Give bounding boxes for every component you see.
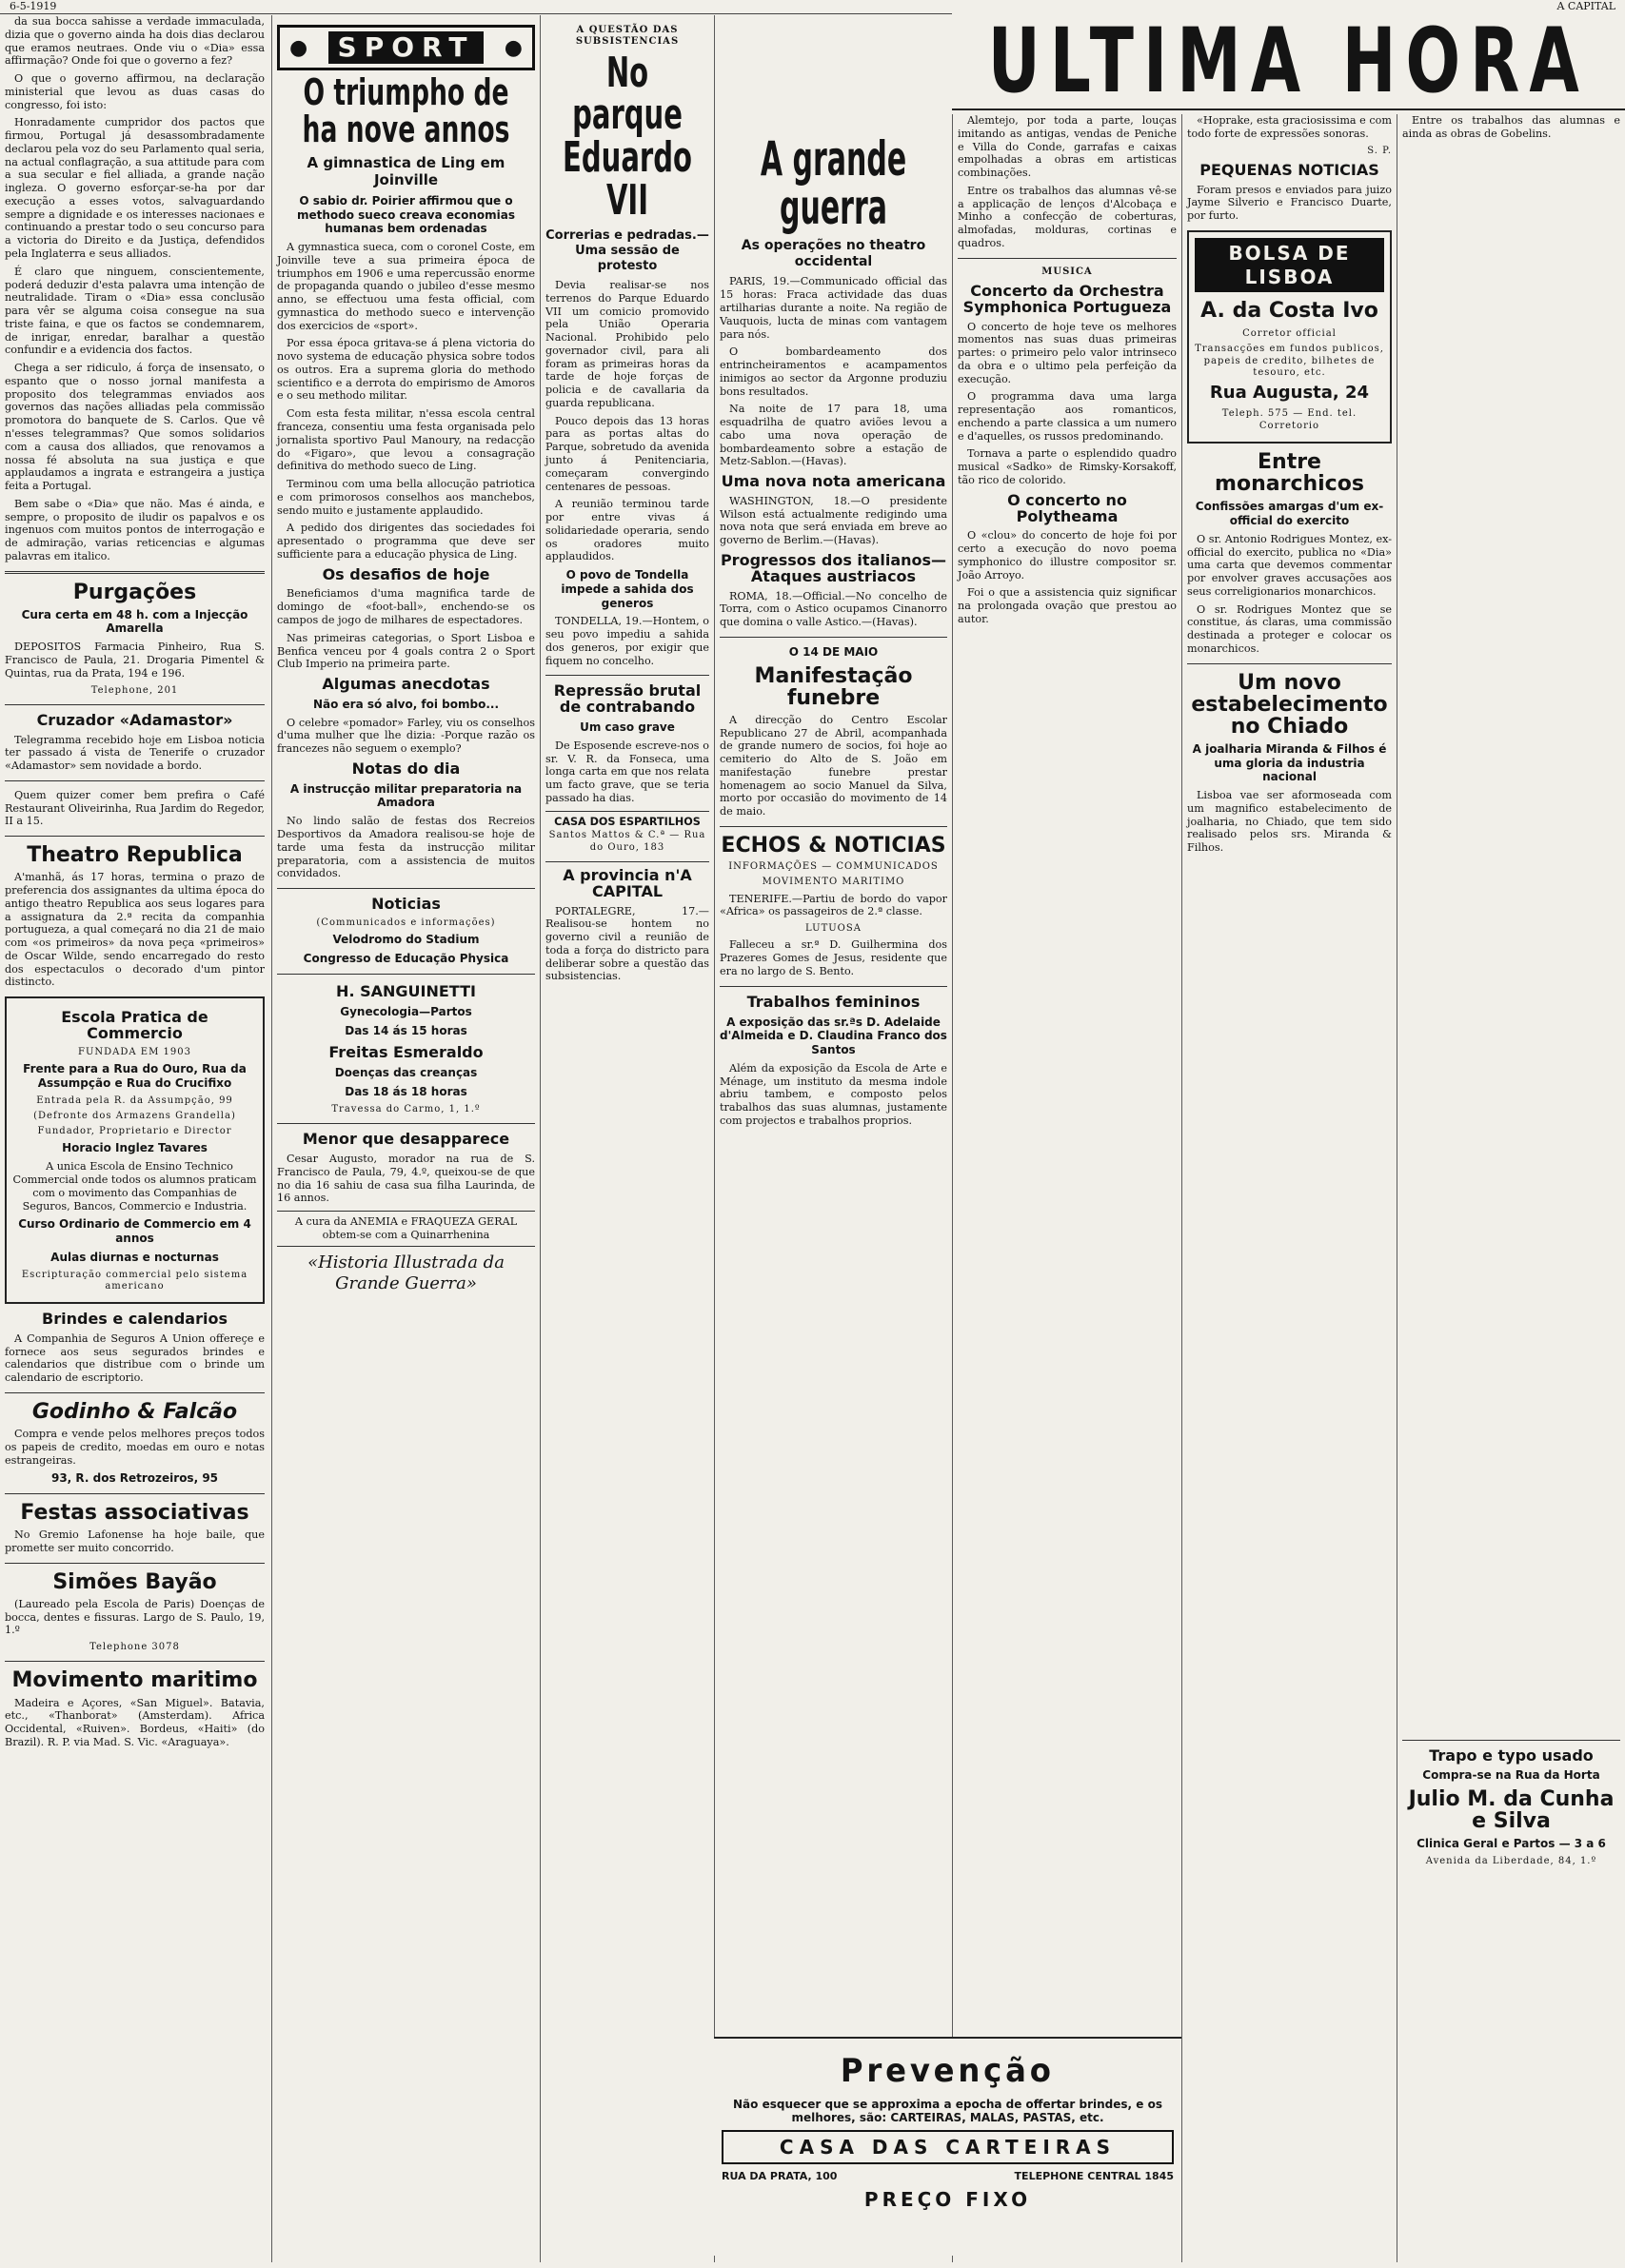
subheadline: A gimnastica de Ling em Joinville	[307, 153, 505, 189]
ad-title: BOLSA DE LISBOA	[1195, 238, 1384, 292]
article-paragraph: Entre os trabalhos das alumnas e ainda as obras de Gobelins.	[1402, 114, 1620, 140]
ad-address: Frente para a Rua do Ouro, Rua da Assumpção e Rua do Crucifixo	[23, 1062, 247, 1090]
subheadline: A exposição das sr.ªs D. Adelaide d'Almeida e D. Claudina Franco dos Santos	[720, 1015, 947, 1057]
divider	[5, 571, 265, 574]
divider	[277, 974, 535, 975]
article-title: Festas associativas	[20, 1501, 249, 1526]
article-paragraph: Tornava a parte o esplendido quadro musical «Sadko» de Rimsky-Korsakoff, tão rico de colorido.	[958, 447, 1177, 486]
article-title: A provincia n'A CAPITAL	[563, 865, 692, 900]
ad-text: A unica Escola de Ensino Technico Commercial onde todos os alumnos praticam com o movimento das Companhias de Seguros, Bancos, Commercio e Industria.	[12, 1160, 257, 1213]
article-paragraph: Beneficiamos d'uma magnifica tarde de domingo de «foot-ball», enchendo-se os campos de jogo de milhares de espectadores.	[277, 587, 535, 626]
section-sub: INFORMAÇÕES — COMMUNICADOS	[728, 861, 939, 873]
ad-founded: FUNDADA EM 1903	[78, 1046, 191, 1057]
lead-bold: O sabio dr. Poirier affirmou que o methodo sueco creava economias humanas bem ordenadas	[296, 193, 516, 236]
article-title: Cruzador «Adamastor»	[36, 710, 233, 729]
ad-address: 93, R. dos Retrozeiros, 95	[50, 1471, 219, 1486]
article-title: O concerto no Polytheama	[1007, 490, 1127, 525]
headline: A grande guerra	[760, 131, 907, 235]
article-paragraph: Com esta festa militar, n'essa escola central franceza, consentiu uma festa organisada pelo jornalista sportivo Paul Manoury, na redacção do «Figaro», que levou a consagração definitiva do methodo sueco de Ling.	[277, 407, 535, 473]
subheadline: A instrucção militar preparatoria na Amadora	[289, 781, 523, 810]
ad-title: CASA DOS ESPARTILHOS	[554, 815, 701, 828]
article-paragraph: Entre os trabalhos das alumnas vê-se a applicação de lenços d'Alcobaça e Minho a confecção de coberturas, almofadas, molduras, cortinas e quadros.	[958, 184, 1177, 249]
subheadline: Não era só alvo, foi bombo...	[312, 697, 500, 711]
article-title: Theatro Republica	[27, 843, 243, 868]
ad-address: Avenida da Liberdade, 84, 1.º	[1425, 1856, 1597, 1867]
prevencao-address-row	[722, 2170, 1174, 2182]
article-paragraph: Madeira e Açores, «San Miguel». Batavia, etc., «Thanborat» (Amsterdam). Africa Occidental, «Ruiven». Bordeus, «Haiti» (do Brazil). R. P. via Mad. S. Vic. «Araguaya».	[5, 1696, 265, 1748]
article-paragraph: PARIS, 19.—Communicado official das 15 horas: Fraca actividade das duas artilharias durante a noite. Na região de Vauquois, lucta de minas com vantagem para nós.	[720, 275, 947, 341]
ad-director-name: Horacio Inglez Tavares	[62, 1141, 208, 1155]
ad-name: H. SANGUINETTI	[336, 981, 476, 1000]
ad-title: Trapo e typo usado	[1429, 1745, 1594, 1765]
hist-title: «Historia Illustrada da Grande Guerra»	[307, 1252, 505, 1293]
article-paragraph: O concerto de hoje teve os melhores momentos nas suas duas primeiras partes: o primeiro pelo valor intrinseco da obra e o ultimo pela perfeição da execução.	[958, 320, 1177, 385]
article-paragraph: O programma dava uma larga representação aos romanticos, enchendo a parte classica a um numero e d'aquelles, os russos predominando.	[958, 390, 1177, 443]
ad-speciality: Doenças das creanças	[334, 1066, 478, 1080]
divider	[5, 1493, 265, 1494]
divider	[5, 836, 265, 837]
article-paragraph: Foram presos e enviados para juizo Jayme Silverio e Francisco Duarte, por furto.	[1187, 183, 1392, 223]
ad-address: Santos Mattos & C.ª — Rua do Ouro, 183	[548, 830, 706, 853]
article-paragraph: Telegramma recebido hoje em Lisboa noticia ter passado á vista de Tenerife o cruzador «Adamastor» sem novidade a bordo.	[5, 733, 265, 773]
article-paragraph: O sr. Antonio Rodrigues Montez, ex-official do exercito, publica no «Dia» uma carta que devemos commentar por envolver graves accusações aos seus correligionarios monarchicos.	[1187, 532, 1392, 598]
column-3	[540, 15, 714, 2262]
noticias-sub: (Communicados e informações)	[316, 917, 496, 928]
article-paragraph: Bem sabe o «Dia» que não. Mas é ainda, e sempre, o proposito de iludir os papalvos e os ingenuos com muitos pontos de interrogação e de admiração, varias reticencias e algumas palavras em italico.	[5, 497, 265, 562]
ad-phone: Teleph. 575 — End. tel. Corretorio	[1221, 408, 1357, 431]
article-paragraph: De Esposende escreve-nos o sr. V. R. da Fonseca, uma longa carta em que nos relata um facto grave, que se teria passado ha dias.	[545, 739, 709, 804]
article-paragraph: No lindo salão de festas dos Recreios Desportivos da Amadora realisou-se hoje de tarde uma festa da instrucção militar preparatoria, com a assistencia de muitos convidados.	[277, 815, 535, 880]
article-paragraph: No Gremio Lafonense ha hoje baile, que promette ser muito concorrido.	[5, 1528, 265, 1554]
divider	[5, 1661, 265, 1662]
ad-hours: Das 18 ás 18 horas	[345, 1085, 467, 1099]
article-paragraph: Lisboa vae ser aformoseada com um magnifico estabelecimento de joalharia, no Chiado, que tem sido realisado pelos srs. Miranda & Filhos.	[1187, 789, 1392, 855]
article-paragraph: Na noite de 17 para 18, uma esquadrilha de quatro aviões levou a cabo uma nova operação de bombardeamento sobre a estação de Metz-Sablon.—(Havas).	[720, 403, 947, 468]
ad-role: Corretor official	[1242, 328, 1337, 340]
column-6	[1181, 114, 1397, 2262]
subsection-title: LUTUOSA	[805, 923, 862, 935]
ad-bookkeeping: Escripturação commercial pelo sistema americano	[21, 1269, 248, 1292]
divider	[1402, 1740, 1620, 1741]
divider	[5, 704, 265, 705]
divider	[720, 986, 947, 987]
article-paragraph: Alemtejo, por toda a parte, louças imitando as antigas, vendas de Peniche e Villa do Conde, garrafas e caixas empolhadas a obras em artisticas combinações.	[958, 114, 1177, 180]
bullet-icon: ●	[289, 35, 308, 60]
header-masthead: A CAPITAL	[1556, 0, 1615, 12]
header-date: 6-5-1919	[10, 0, 57, 12]
subheadline: Velodromo do Stadium	[332, 933, 480, 947]
ad-speciality: Clinica Geral e Partos — 3 a 6	[1417, 1837, 1606, 1851]
subheadline: A joalharia Miranda & Filhos é uma gloria da industria nacional	[1192, 741, 1387, 784]
column-2	[271, 15, 540, 2262]
article-paragraph: A direcção do Centro Escolar Republicano 27 de Abril, acompanhada de grande numero de socios, foi hoje ao cemiterio do Alto de S. João em manifestação funebre prestar homenagem ao socio Manuel da Silva, morto por occasião do movimento de 14 de maio.	[720, 713, 947, 818]
section-label: O 14 DE MAIO	[788, 644, 879, 659]
broker-ad	[1187, 230, 1392, 444]
divider	[5, 1392, 265, 1393]
prevencao-address: RUA DA PRATA, 100	[722, 2170, 838, 2182]
article-title: Manifestação funebre	[754, 663, 913, 710]
bullet-icon: ●	[504, 35, 523, 60]
subheadline: O povo de Tondella impede a sahida dos generos	[561, 568, 694, 610]
ad-name: Julio M. da Cunha e Silva	[1408, 1787, 1615, 1834]
article-paragraph: O que o governo affirmou, na declaração ministerial que levou as duas casas do congresso, foi isto:	[5, 72, 265, 111]
ad-address: Travessa do Carmo, 1, 1.º	[331, 1103, 481, 1114]
ad-subtitle: Cura certa em 48 h. com a Injecção Amarella	[21, 607, 248, 636]
ad-phone: Telephone 3078	[89, 1642, 180, 1653]
ad-title: Godinho & Falcão	[31, 1399, 238, 1424]
article-paragraph: da sua bocca sahisse a verdade immaculada, dizia que o governo ainda ha dois dias declarou que eramos neutraes. Onde viu o «Dia» essa affirmação? Onde foi que o governo a fez?	[5, 15, 265, 68]
divider	[720, 826, 947, 827]
article-paragraph: Chega a ser ridiculo, á força de insensato, o espanto que o nosso jornal manifesta a proposito dos telegrammas enviados aos governos das nações alliadas pela commissão promotora do banquete de S. Carlos. Que vê n'esses telegrammas? Que somos solidarios com a causa dos alliados, que renovamos a nossa fé absoluta na sua justiça e que applaudamos a ingrata e estrangeira a justiça feita a Portugal.	[5, 362, 265, 493]
subsection-title: MOVIMENTO MARITIMO	[762, 877, 905, 888]
article-title: Algumas anecdotas	[322, 675, 490, 694]
ad-subtitle: Compra-se na Rua da Horta	[1422, 1768, 1600, 1783]
article-paragraph: Além da exposição da Escola de Arte e Ménage, um instituto da mesma indole abriu tambem, e composto pelos trabalhos das suas alumnas, justamente com projectos e trabalhos proprios.	[720, 1061, 947, 1127]
ad-entrance: Entrada pela R. da Assumpção, 99	[36, 1095, 233, 1106]
article-title: Os desafios de hoje	[322, 564, 490, 583]
ad-speciality: Gynecologia—Partos	[340, 1005, 472, 1019]
article-title: Menor que desapparece	[302, 1130, 510, 1149]
school-ad	[5, 996, 265, 1304]
article-title: Progressos dos italianos—Ataques austriacos	[720, 551, 947, 585]
article-title: Brindes e calendarios	[42, 1310, 228, 1329]
headline: No parque Eduardo VII	[563, 48, 692, 226]
article-title: Repressão brutal de contrabando	[553, 681, 702, 717]
subheadline: Correrias e pedradas.—Uma sessão de protesto	[545, 228, 709, 274]
divider	[1187, 663, 1392, 664]
ad-text: DEPOSITOS Farmacia Pinheiro, Rua S. Francisco de Paula, 21. Drogaria Pimentel & Quintas, rua da Prata, 194 e 196.	[5, 641, 265, 680]
sport-section-banner	[277, 25, 535, 70]
ad-classes: Aulas diurnas e nocturnas	[50, 1250, 219, 1264]
article-paragraph: Falleceu a sr.ª D. Guilhermina dos Prazeres Gomes de Jesus, residente que era no largo de S. Bento.	[720, 938, 947, 978]
section-label: MUSICA	[1041, 266, 1093, 277]
column-1	[0, 15, 269, 2262]
ad-title: Simões Bayão	[52, 1569, 217, 1594]
article-title: Um novo estabelecimento no Chiado	[1191, 670, 1388, 739]
ad-phone: Telephone, 201	[90, 684, 179, 696]
divider	[5, 1563, 265, 1564]
article-title: Trabalhos femininos	[746, 992, 921, 1011]
article-paragraph: Honradamente cumpridor dos pactos que firmou, Portugal já desassombradamente declarou pela voz do seu Parlamento qual seria, na actual conflagração, a sua attitude para com a sua secular e fiel alliada, a grande nação ingleza. O governo esforçar-se-ha por dar execução a esses votos, salvaguardando sempre a dignidade e os interesses nacionaes e continuando a prestar todo o seu concurso para a victoria do Direito e da Justiça, defendidos pela Inglaterra e seus alliados.	[5, 116, 265, 261]
article-paragraph: «Hoprake, esta graciosissima e com todo forte de expressões sonoras.	[1187, 114, 1392, 140]
article-paragraph: O bombardeamento dos entrincheiramentos e acampamentos inimigos ao sector da Argonne produziu bons resultados.	[720, 345, 947, 398]
prevencao-price: PREÇO FIXO	[863, 2188, 1032, 2211]
column-4	[714, 15, 952, 2262]
article-paragraph: Devia realisar-se nos terrenos do Parque Eduardo VII um comicio promovido pela União Operaria Nacional. Prohibido pelo governador civil, para ali foram as primeiras horas da tarde de hoje forças de policia e de cavallaria da guarda republicana.	[545, 279, 709, 409]
article-paragraph: A gymnastica sueca, com o coronel Coste, em Joinville teve a sua primeira época de triumphos em 1906 e uma repercussão enorme de propaganda quando o jubileo d'esse mesmo anno, se effectuou uma festa official, com gymnastica do methodo sueco e intervenção dos exercicios de «sport».	[277, 241, 535, 332]
article-paragraph: O celebre «pomador» Farley, viu os conselhos d'uma mulher que lhe dizia: -Porque razão os francezes não seguem o exemplo?	[277, 716, 535, 756]
ad-text: Compra e vende pelos melhores preços todos os papeis de credito, moedas em ouro e notas estrangeiras.	[5, 1428, 265, 1467]
kicker: A QUESTÃO DAS SUBSISTENCIAS	[575, 25, 680, 48]
divider	[277, 1123, 535, 1124]
divider	[958, 258, 1177, 259]
prevencao-shop: CASA DAS CARTEIRAS	[722, 2130, 1174, 2164]
article-paragraph: Nas primeiras categorias, o Sport Lisboa e Benfica venceu por 4 goals contra 2 o Sport Club Imperio na primeira parte.	[277, 631, 535, 671]
article-paragraph: O «clou» do concerto de hoje foi por certo a execução do novo poema symphonico do illustre compositor sr. João Arroyo.	[958, 529, 1177, 582]
section-label: SPORT	[328, 31, 485, 64]
corset-ad	[545, 811, 709, 862]
prevencao-title: Prevenção	[841, 2052, 1055, 2090]
banner-title: ULTIMA HORA	[987, 9, 1590, 113]
subheadline: Confissões amargas d'um ex-official do exercito	[1195, 500, 1384, 527]
prevencao-phone: TELEPHONE CENTRAL 1845	[1014, 2170, 1174, 2182]
article-paragraph: Cesar Augusto, morador na rua de S. Francisco de Paula, 79, 4.º, queixou-se de que no dia 16 sahiu de casa sua filha Laurinda, de 16 annos.	[277, 1153, 535, 1205]
ad-text: Quem quizer comer bem prefira o Café Restaurant Oliveirinha, Rua Jardim do Regedor, II a 15.	[5, 788, 265, 828]
divider	[720, 637, 947, 638]
divider	[5, 780, 265, 781]
ad-reference: (Defronte dos Armazens Grandella)	[33, 1110, 236, 1121]
article-paragraph: ROMA, 18.—Official.—No concelho de Torra, com o Astico ocupamos Cinanorro que domina o valle Astico.—(Havas).	[720, 589, 947, 629]
ad-hours: Das 14 ás 15 horas	[345, 1024, 467, 1038]
prevencao-ad	[714, 2037, 1181, 2256]
ad-director-label: Fundador, Proprietario e Director	[37, 1126, 232, 1137]
ad-title: Purgações	[72, 580, 197, 604]
ultima-hora-banner	[952, 9, 1625, 113]
subheadline: Congresso de Educação Physica	[303, 951, 509, 965]
column-7	[1397, 114, 1625, 2262]
article-paragraph: Foi o que a assistencia quiz significar na prolongada ovação que prestou ao autor.	[958, 586, 1177, 625]
article-paragraph: A reunião terminou tarde por entre vivas á solidariedade operaria, sendo os oradores muito applaudidos.	[545, 498, 709, 563]
prevencao-text: Não esquecer que se approxima a epocha de offertar brindes, e os melhores, são: CARTEIRAS, MALAS, PASTAS, etc.	[733, 2098, 1162, 2124]
subheadline: Um caso grave	[580, 720, 675, 735]
ad-text: (Laureado pela Escola de Paris) Doenças de bocca, dentes e fissuras. Largo de S. Paulo, 19, 1.º	[5, 1597, 265, 1637]
article-title: Uma nova nota americana	[721, 472, 946, 491]
ad-course: Curso Ordinario de Commercio em 4 annos	[18, 1217, 251, 1246]
ad-title: Escola Pratica de Commercio	[61, 1008, 208, 1042]
article-paragraph: Pouco depois das 13 horas para as portas altas do Parque, sobretudo da avenida junto á Penitenciaria, começaram convergindo centenares de pessoas.	[545, 414, 709, 493]
article-paragraph: TENERIFE.—Partiu de bordo do vapor «Africa» os passageiros de 2.ª classe.	[720, 892, 947, 918]
article-title: PEQUENAS NOTICIAS	[1199, 160, 1379, 179]
anemia-ad: A cura da ANEMIA e FRAQUEZA GERAL obtem-se com a Quinarrhenina	[277, 1211, 535, 1247]
article-paragraph: Por essa época gritava-se á plena victoria do novo systema de educação physica sobre todos os outros. Era a suprema gloria do methodo scientifico e a derrota do empirismo de Amoros e o seu methodo militar.	[277, 337, 535, 403]
prevencao-title-wrap	[722, 2052, 1174, 2090]
signature: S. P.	[1367, 145, 1392, 156]
article-paragraph: É claro que ninguem, conscientemente, poderá deduzir d'esta palavra uma intenção de neutralidade. Tiram o «Dia» essa conclusão para vêr se alguma coisa consegue na sua triste faina, e que os factos se condemnarem, de inrigar, enredar, baralhar a questão confundir e a evidencia dos factos.	[5, 265, 265, 357]
article-paragraph: Terminou com uma bella allocução patriotica e com primorosos conselhos aos manchebos, sendo muito e justamente applaudido.	[277, 478, 535, 517]
divider	[545, 675, 709, 676]
section-title: ECHOS & NOTICIAS	[721, 833, 946, 858]
article-paragraph: A'manhã, ás 17 horas, termina o prazo de preferencia dos assignantes da ultima época do antigo theatro Republica aos seus logares para a assignatura da 2.ª recita da companhia portugueza, a qual começará no dia 21 de maio com «os primeiros» da nova peça «primeiros» de Oscar Wilde, sendo encarregado do resto dos espectaculos o decorado d'um pintor distincto.	[5, 871, 265, 989]
divider	[277, 888, 535, 889]
article-title: Concerto da Orchestra Symphonica Portugueza	[962, 281, 1172, 316]
article-title: Notas do dia	[351, 759, 461, 778]
ad-name: A. da Costa Ivo	[1200, 299, 1378, 324]
article-paragraph: TONDELLA, 19.—Hontem, o seu povo impediu a sahida dos generos, por exigir que fiquem no concelho.	[545, 615, 709, 667]
ad-text: Transacções em fundos publicos, papeis de credito, bilhetes de tesouro, etc.	[1195, 344, 1384, 379]
headline: O triumpho de ha nove annos	[302, 71, 510, 151]
article-title: Entre monarchicos	[1215, 450, 1364, 497]
article-paragraph: A Companhia de Seguros A Union offereçe e fornece aos seus segurados brindes e calendarios que distribue com o brinde um calendario de escriptorio.	[5, 1331, 265, 1385]
article-paragraph: O sr. Rodrigues Montez que se constitue, ás claras, uma commissão destinada a proteger e colocar os monarchicos.	[1187, 602, 1392, 655]
noticias-title: Noticias	[371, 895, 441, 914]
article-title: Movimento maritimo	[11, 1668, 258, 1693]
column-5	[952, 114, 1181, 2262]
article-paragraph: A pedido dos dirigentes das sociedades foi apresentado o programma que deve ser sufficiente para a educação physica de Ling.	[277, 522, 535, 561]
subheadline: As operações no theatro occidental	[741, 238, 926, 270]
article-paragraph: PORTALEGRE, 17.—Realisou-se hontem no governo civil a reunião de toda a força do districto para deliberar sobre a questão das subsistencias.	[545, 904, 709, 983]
ad-name: Freitas Esmeraldo	[328, 1042, 484, 1061]
ad-address: Rua Augusta, 24	[1209, 383, 1370, 404]
article-paragraph: WASHINGTON, 18.—O presidente Wilson está actualmente redigindo uma nova nota que será enviada em breve ao governo de Berlim.—(Havas).	[720, 494, 947, 547]
